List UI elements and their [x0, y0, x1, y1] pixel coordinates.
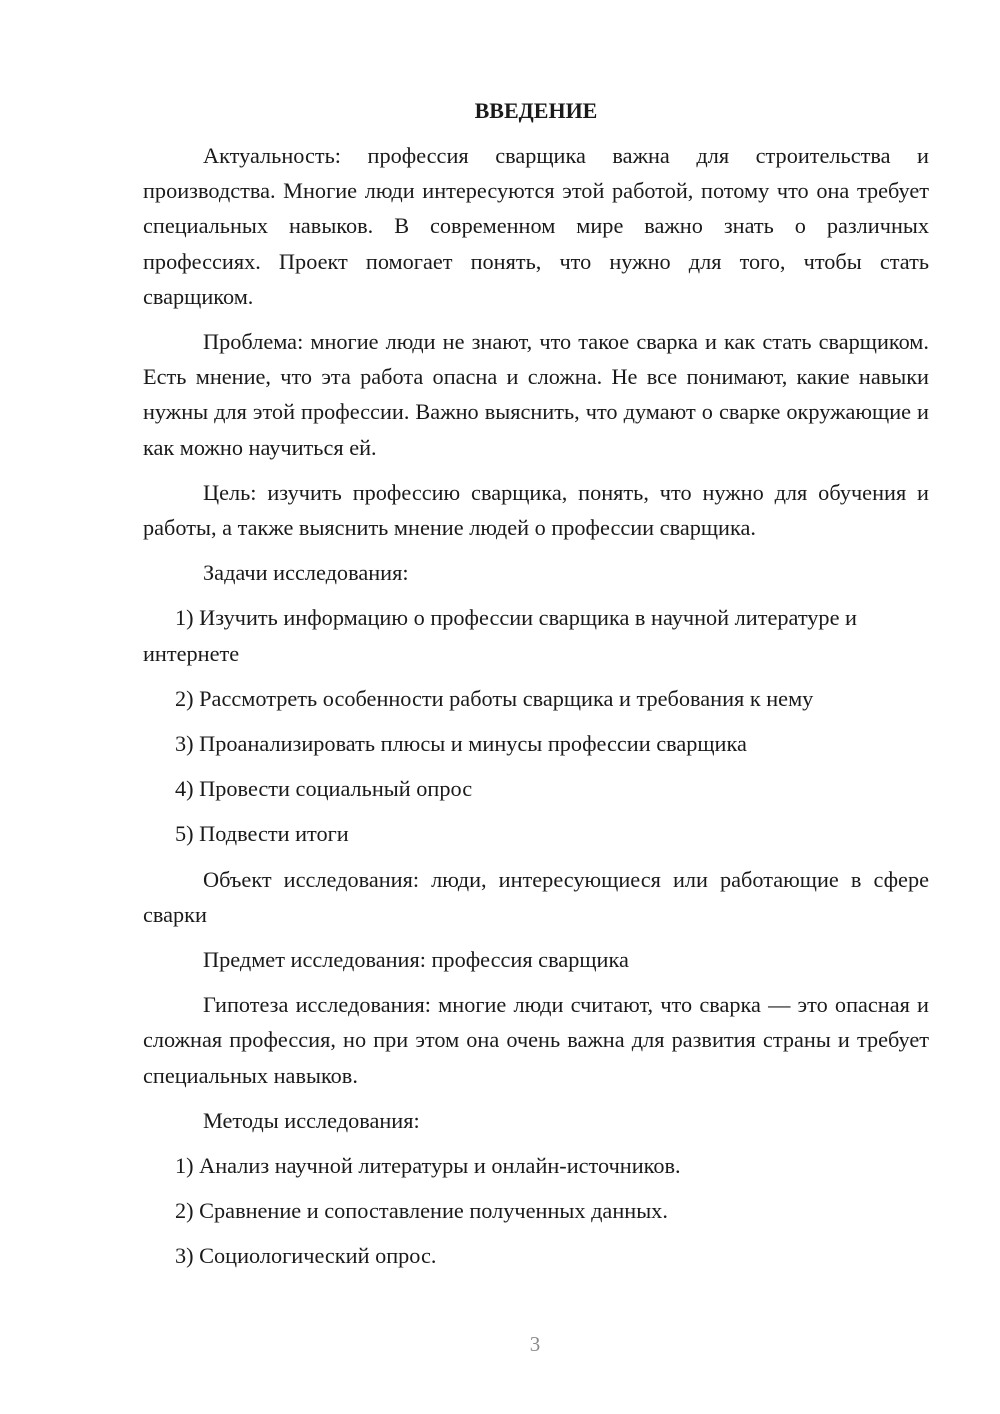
page-title: ВВЕДЕНИЕ	[474, 98, 598, 123]
method-item-3: 3) Социологический опрос.	[175, 1243, 437, 1269]
task-item-5: 5) Подвести итоги	[175, 821, 349, 847]
object-paragraph: Объект исследования: люди, интересующиеся или работающие в сфере сварки	[143, 866, 929, 927]
method-item-2: 2) Сравнение и сопоставление полученных данных.	[175, 1198, 668, 1224]
page-number: 3	[529, 1332, 541, 1356]
task-item-1: 1) Изучить информацию о профессии сварщика в научной литературе и интернете	[143, 605, 857, 666]
goal-paragraph: Цель: изучить профессию сварщика, понять, что нужно для обучения и работы, а также выяснить мнение людей о профессии сварщика.	[143, 479, 929, 541]
task-item-3: 3) Проанализировать плюсы и минусы профессии сварщика	[175, 731, 747, 757]
problem-paragraph: Проблема: многие люди не знают, что такое сварка и как стать сварщиком. Есть мнение, что эта работа опасна и сложна. Не все понимают, какие навыки нужны для этой профессии. Важно выяснить, что думают о сварке окружающие и как можно научиться ей.	[143, 329, 929, 460]
task-item-2: 2) Рассмотреть особенности работы сварщика и требования к нему	[175, 685, 814, 711]
document-page	[143, 96, 929, 1284]
tasks-heading: Задачи исследования:	[203, 560, 409, 586]
method-item-1: 1) Анализ научной литературы и онлайн-источников.	[175, 1153, 681, 1179]
hypothesis-paragraph: Гипотеза исследования: многие люди считают, что сварка — это опасная и сложная профессия, но при этом она очень важна для развития страны и требует специальных навыков.	[143, 992, 929, 1088]
methods-heading: Методы исследования:	[203, 1107, 420, 1133]
subject-paragraph: Предмет исследования: профессия сварщика	[203, 947, 629, 973]
task-item-4: 4) Провести социальный опрос	[175, 776, 473, 802]
relevance-paragraph: Актуальность: профессия сварщика важна для строительства и производства. Многие люди интересуются этой работой, потому что она требует специальных навыков. В современном мире важно знать о различных профессиях. Проект помогает понять, что нужно для того, чтобы стать сварщиком.	[143, 143, 929, 309]
